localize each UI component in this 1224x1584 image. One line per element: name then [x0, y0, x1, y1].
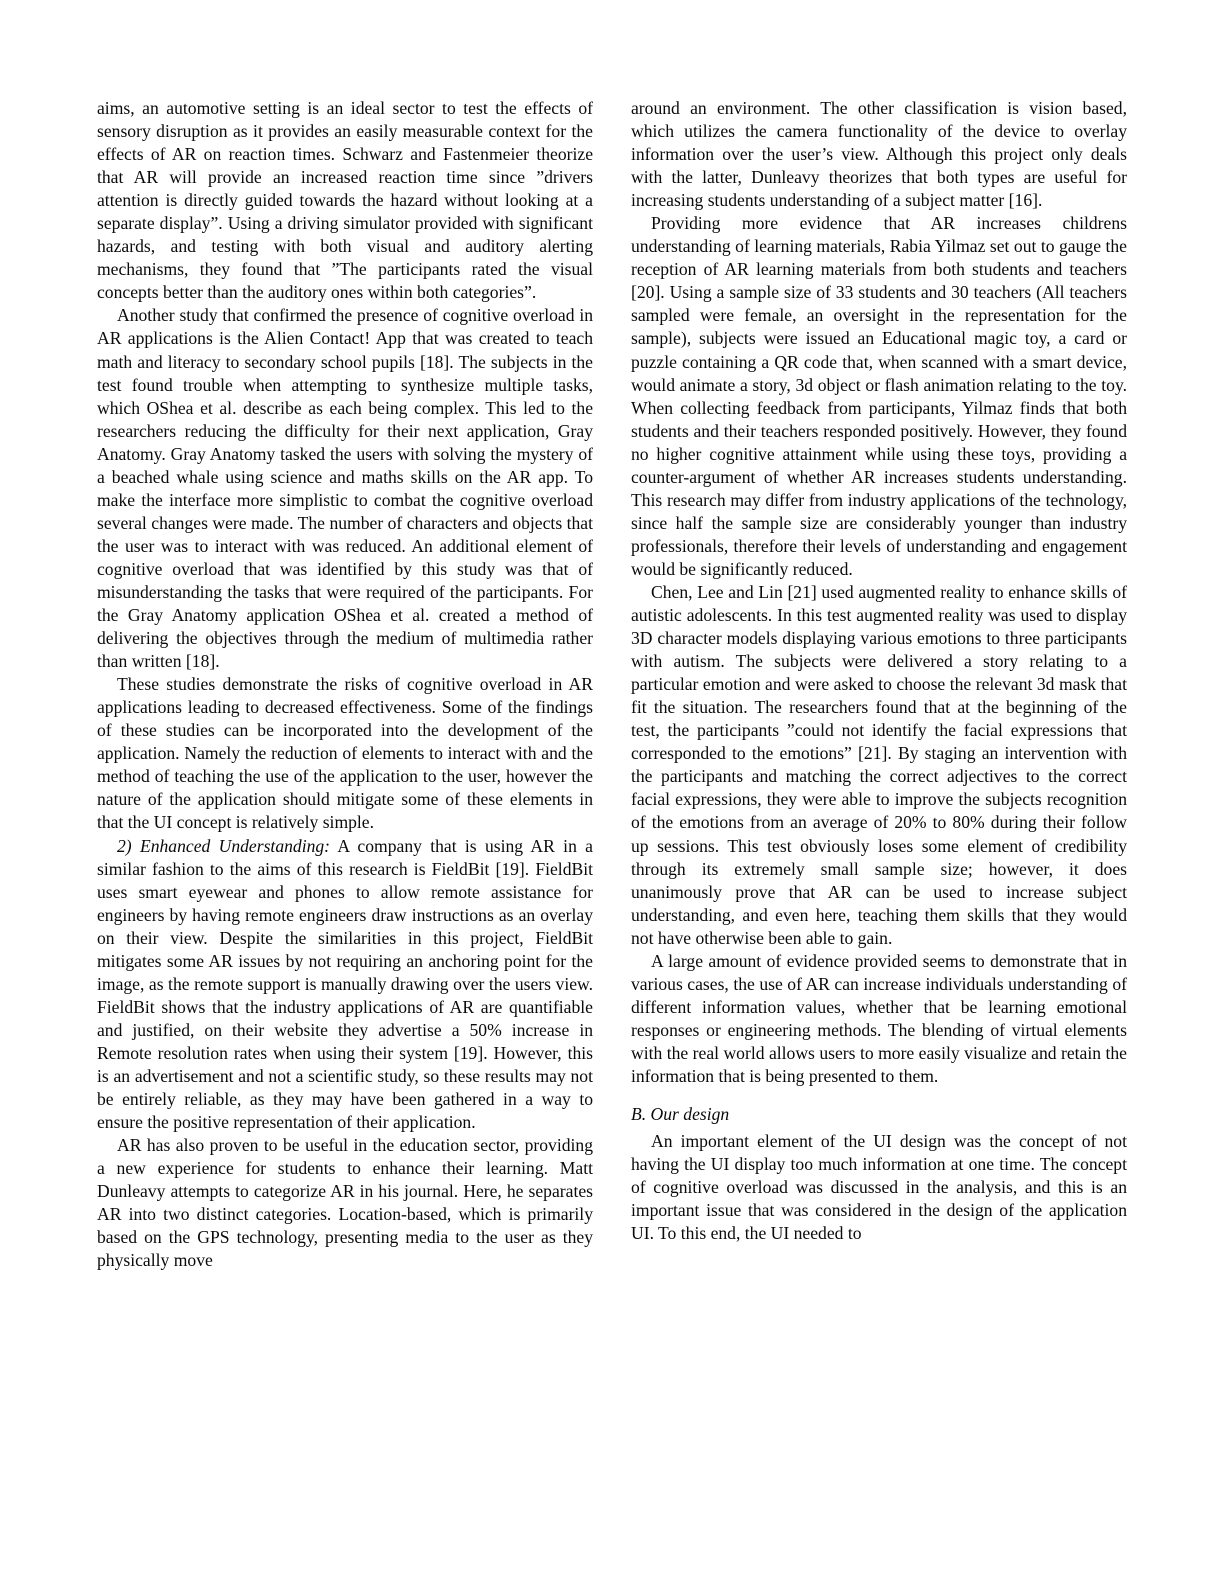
paragraph: These studies demonstrate the risks of cognitive overload in AR applications leading to decreased effectiveness. Some of the findings of these studies can be incorporated into the development of the application. Namely the reduction of elements to interact with and the method of teaching the use of the application to the user, however the nature of the application should mitigate some of these elements in that the UI concept is relatively simple.: [97, 674, 593, 833]
paragraph: A large amount of evidence provided seems to demonstrate that in various cases, the use of AR can increase individuals understanding of different information values, whether that be learning emotional responses or engineering methods. The blending of virtual elements with the real world allows users to more easily visualize and retain the information that is being presented to them.: [631, 950, 1127, 1086]
run-in-subsection-heading: 2) Enhanced Understanding:: [117, 835, 331, 856]
paragraph-text: A company that is using AR in a similar fashion to the aims of this research is FieldBit [19]. FieldBit uses smart eyewear and phones to allow remote assistance for engineers by having remote engineers draw instructions as an overlay on their view. Despite the similarities in this project, FieldBit mitigates some AR issues by not requiring an anchoring point for the image, as the remote support is manually drawing over the users view. FieldBit shows that the industry applications of AR are quantifiable and justified, on their website they advertise a 50% increase in Remote resolution rates when using their system [19]. However, this is an advertisement and not a scientific study, so these results may not be entirely reliable, as they may have been gathered in a way to ensure the positive representation of their application.: [97, 835, 593, 1133]
two-column-layout: [97, 97, 1127, 1430]
paragraph: around an environment. The other classification is vision based, which utilizes the camera functionality of the device to overlay information over the user’s view. Although this project only deals with the latter, Dunleavy theorizes that both types are useful for increasing students understanding of a subject matter [16].: [631, 98, 1127, 211]
paragraph: Another study that confirmed the presence of cognitive overload in AR applications is the Alien Contact! App that was created to teach math and literacy to secondary school pupils [18]. The subjects in the test found trouble when attempting to synthesize multiple tasks, which OShea et al. describe as each being complex. This led to the researchers reducing the difficulty for their next application, Gray Anatomy. Gray Anatomy tasked the users with solving the mystery of a beached whale using science and maths skills on the AR app. To make the interface more simplistic to combat the cognitive overload several changes were made. The number of characters and objects that the user was to interact with was reduced. An additional element of cognitive overload that was identified by this study was that of misunderstanding the tasks that were required of the participants. For the Gray Anatomy application OShea et al. created a method of delivering the objectives through the medium of multimedia rather than written [18].: [97, 305, 593, 672]
paragraph: AR has also proven to be useful in the education sector, providing a new experience for students to enhance their learning. Matt Dunleavy attempts to categorize AR in his journal. Here, he separates AR into two distinct categories. Location-based, which is primarily based on the GPS technology, presenting media to the user as they physically move: [97, 1135, 593, 1271]
paragraph: An important element of the UI design was the concept of not having the UI display too much information at one time. The concept of cognitive overload was discussed in the analysis, and this is an important issue that was considered in the design of the application UI. To this end, the UI needed to: [631, 1131, 1127, 1244]
right-column: [631, 97, 1127, 1245]
paragraph: aims, an automotive setting is an ideal sector to test the effects of sensory disruption as it provides an easily measurable context for the effects of AR on reaction times. Schwarz and Fastenmeier theorize that AR will provide an increased reaction time since ”drivers attention is directly guided towards the hazard without looking at a separate display”. Using a driving simulator provided with significant hazards, and testing with both visual and auditory alerting mechanisms, they found that ”The participants rated the visual concepts better than the auditory ones within both categories”.: [97, 98, 593, 303]
section-heading-our-design: B. Our design: [631, 1104, 730, 1125]
left-column: [97, 97, 593, 1272]
paragraph: Providing more evidence that AR increases childrens understanding of learning materials, Rabia Yilmaz set out to gauge the reception of AR learning materials from both students and teachers [20]. Using a sample size of 33 students and 30 teachers (All teachers sampled were female, an oversight in the representation for the sample), subjects were issued an Educational magic toy, a card or puzzle containing a QR code that, when scanned with a smart device, would animate a story, 3d object or flash animation relating to the toy. When collecting feedback from participants, Yilmaz finds that both students and their teachers responded positively. However, they found no higher cognitive attainment while using these toys, providing a counter-argument of whether AR increases students understanding. This research may differ from industry applications of the technology, since half the sample size are considerably younger than industry professionals, therefore their levels of understanding and engagement would be significantly reduced.: [631, 213, 1127, 579]
paragraph-with-run-in-heading: [97, 835, 593, 1135]
paragraph: Chen, Lee and Lin [21] used augmented reality to enhance skills of autistic adolescents. In this test augmented reality was used to display 3D character models displaying various emotions to three participants with autism. The subjects were delivered a story relating to a particular emotion and were asked to choose the relevant 3d mask that fit the situation. The researchers found that at the beginning of the test, the participants ”could not identify the facial expressions that corresponded to the emotions” [21]. By staging an intervention with the participants and matching the correct adjectives to the correct facial expressions, they were able to improve the subjects recognition of the emotions from an average of 20% to 80% during their follow up sessions. This test obviously loses some element of credibility through its extremely small sample size; however, it does unanimously prove that AR can be used to increase subject understanding, and even here, teaching them skills that they would not have otherwise been able to gain.: [631, 581, 1127, 948]
